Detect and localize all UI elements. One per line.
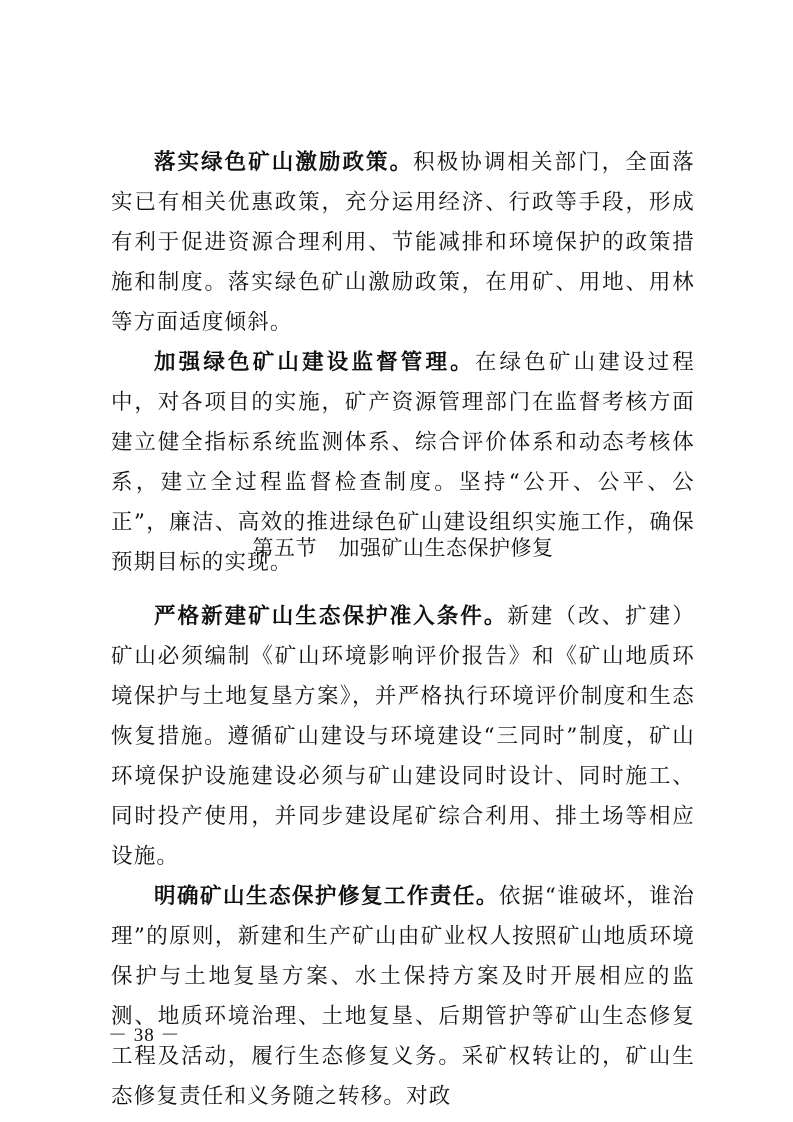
paragraph-lead: 明确矿山生态保护修复工作责任。 (154, 884, 499, 909)
section-incentive-supervision (111, 143, 695, 583)
paragraph-text: 新建（改、扩建）矿山必须编制《矿山环境影响评价报告》和《矿山地质环境保护与土地复垦方案》，并严格执行环境评价制度和生态恢复措施。遵循矿山建设与环境建设“三同时”制度，矿山环境保护设施建设必须与矿山建设同时设计、同时施工、同时投产使用，并同步建设尾矿综合利用、排土场等相应设施。 (111, 604, 695, 869)
paragraph-lead: 加强绿色矿山建设监督管理。 (154, 350, 475, 375)
paragraph-access-conditions (111, 597, 695, 877)
paragraph-text: 积极协调相关部门，全面落实已有相关优惠政策，充分运用经济、行政等手段，形成有利于促进资源合理利用、节能减排和环境保护的政策措施和制度。落实绿色矿山激励政策，在用矿、用地、用林等方面适度倾斜。 (111, 150, 696, 335)
paragraph-text: 在绿色矿山建设过程中，对各项目的实施，矿产资源管理部门在监督考核方面建立健全指标系统监测体系、综合评价体系和动态考核体系，建立全过程监督检查制度。坚持“公开、公平、公正”，廉洁、高效的推进绿色矿山建设组织实施工作，确保预期目标的实现。 (111, 350, 695, 575)
section-ecological-protection (111, 597, 695, 1117)
page-number: － 38 － (108, 1025, 181, 1046)
paragraph-lead: 严格新建矿山生态保护准入条件。 (154, 604, 508, 629)
paragraph-restoration-responsibility (111, 877, 695, 1117)
section-heading: 第五节 加强矿山生态保护修复 (252, 536, 554, 560)
paragraph-lead: 落实绿色矿山激励政策。 (154, 150, 414, 175)
paragraph-green-mine-incentive (111, 143, 695, 343)
paragraph-text: 依据“谁破坏，谁治理”的原则，新建和生产矿山由矿业权人按照矿山地质环境保护与土地复垦方案、水土保持方案及时开展相应的监测、地质环境治理、土地复垦、后期管护等矿山生态修复工程及活动，履行生态修复义务。采矿权转让的，矿山生态修复责任和义务随之转移。对政 (111, 884, 695, 1109)
